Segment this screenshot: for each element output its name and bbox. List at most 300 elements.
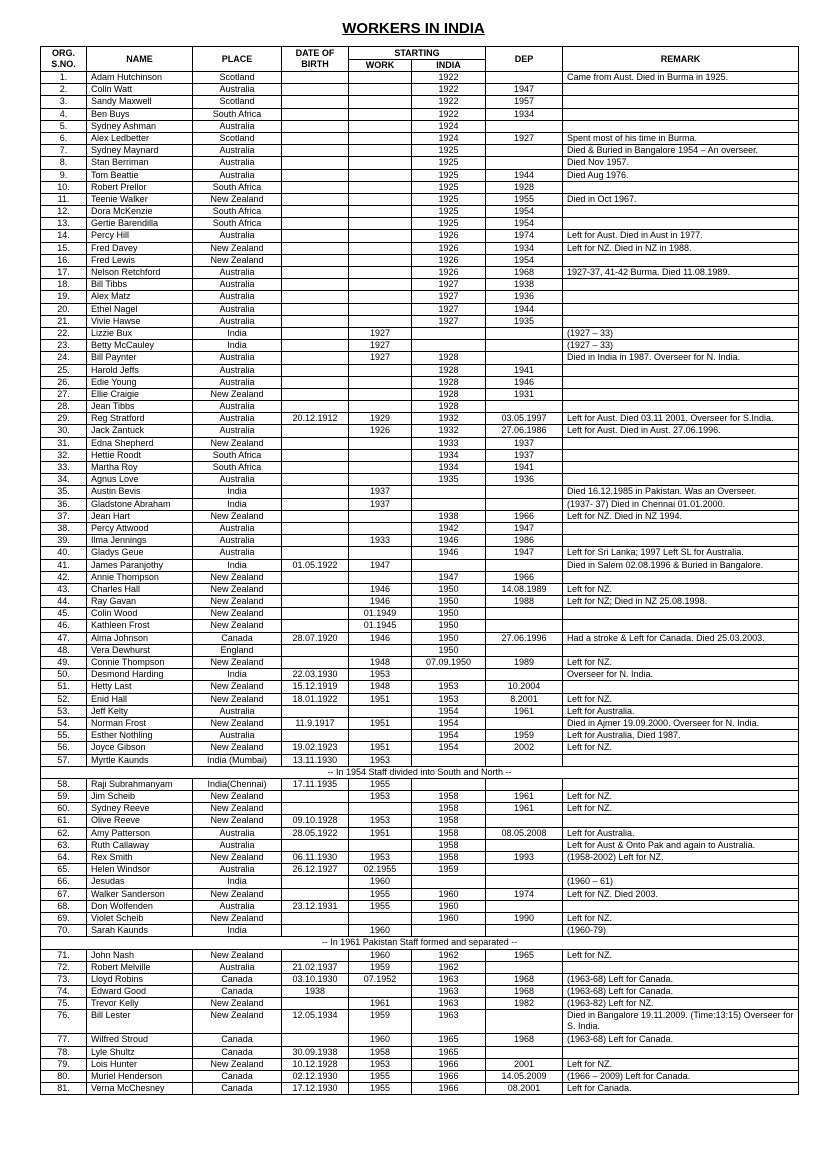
- cell-remark: [563, 84, 799, 96]
- cell-remark: Died 16.12.1985 in Pakistan. Was an Overseer.: [563, 486, 799, 498]
- cell-name: Ilma Jennings: [87, 535, 193, 547]
- cell-sno: 57.: [41, 754, 87, 766]
- cell-dob: 11.9.1917: [282, 717, 349, 729]
- cell-india: 1935: [412, 474, 486, 486]
- cell-dob: [282, 340, 349, 352]
- cell-sno: 4.: [41, 108, 87, 120]
- table-row: [41, 657, 799, 669]
- cell-dob: [282, 791, 349, 803]
- cell-india: 1950: [412, 632, 486, 644]
- cell-name: Hetty Last: [87, 681, 193, 693]
- table-row: [41, 852, 799, 864]
- cell-work: 01.1949: [349, 608, 412, 620]
- cell-dob: [282, 96, 349, 108]
- cell-dob: 15.12.1919: [282, 681, 349, 693]
- cell-work: [349, 462, 412, 474]
- cell-dob: [282, 291, 349, 303]
- cell-dep: 10.2004: [486, 681, 563, 693]
- table-row: [41, 254, 799, 266]
- cell-dep: 1947: [486, 84, 563, 96]
- cell-dep: [486, 340, 563, 352]
- cell-work: 1947: [349, 559, 412, 571]
- cell-remark: Left for NZ.: [563, 742, 799, 754]
- table-row: [41, 998, 799, 1010]
- cell-place: New Zealand: [193, 437, 282, 449]
- table-row: [41, 132, 799, 144]
- table-row: [41, 1083, 799, 1095]
- cell-india: 1946: [412, 535, 486, 547]
- cell-place: Australia: [193, 413, 282, 425]
- cell-sno: 13.: [41, 218, 87, 230]
- cell-name: Rex Smith: [87, 852, 193, 864]
- cell-work: [349, 522, 412, 534]
- cell-india: 1928: [412, 364, 486, 376]
- cell-dep: [486, 145, 563, 157]
- cell-dob: [282, 315, 349, 327]
- cell-dep: 1944: [486, 303, 563, 315]
- cell-name: Dora McKenzie: [87, 206, 193, 218]
- cell-india: 1927: [412, 291, 486, 303]
- cell-sno: 52.: [41, 693, 87, 705]
- cell-place: Australia: [193, 535, 282, 547]
- cell-dob: 30.09.1938: [282, 1046, 349, 1058]
- cell-india: 1958: [412, 839, 486, 851]
- cell-india: 1962: [412, 961, 486, 973]
- cell-sno: 61.: [41, 815, 87, 827]
- cell-place: India: [193, 876, 282, 888]
- cell-remark: Left for Australia, Died 1987.: [563, 730, 799, 742]
- cell-work: [349, 108, 412, 120]
- cell-name: Robert Prellor: [87, 181, 193, 193]
- cell-india: 1963: [412, 1010, 486, 1034]
- cell-work: 1927: [349, 352, 412, 364]
- cell-dep: [486, 925, 563, 937]
- cell-name: Don Wolfenden: [87, 900, 193, 912]
- cell-work: [349, 145, 412, 157]
- cell-dep: 1961: [486, 803, 563, 815]
- cell-dep: 1931: [486, 388, 563, 400]
- cell-dep: 1954: [486, 218, 563, 230]
- cell-remark: Left for NZ.: [563, 693, 799, 705]
- cell-name: John Nash: [87, 949, 193, 961]
- table-row: [41, 986, 799, 998]
- document-title: WORKERS IN INDIA: [342, 20, 485, 37]
- cell-work: 1951: [349, 742, 412, 754]
- cell-place: New Zealand: [193, 791, 282, 803]
- cell-india: 07.09.1950: [412, 657, 486, 669]
- cell-dob: [282, 108, 349, 120]
- table-row: [41, 486, 799, 498]
- cell-name: Martha Roy: [87, 462, 193, 474]
- cell-dep: 08.05.2008: [486, 827, 563, 839]
- cell-dob: [282, 474, 349, 486]
- cell-dob: [282, 949, 349, 961]
- cell-sno: 53.: [41, 705, 87, 717]
- cell-name: Bill Lester: [87, 1010, 193, 1034]
- cell-name: Raji Subrahmanyam: [87, 778, 193, 790]
- cell-dep: [486, 120, 563, 132]
- cell-remark: Left for NZ.: [563, 912, 799, 924]
- cell-work: [349, 291, 412, 303]
- cell-dob: 20.12.1912: [282, 413, 349, 425]
- cell-india: [412, 778, 486, 790]
- cell-place: Scotland: [193, 96, 282, 108]
- cell-dob: [282, 608, 349, 620]
- cell-dep: [486, 352, 563, 364]
- cell-work: 1953: [349, 852, 412, 864]
- cell-name: Adam Hutchinson: [87, 72, 193, 84]
- cell-place: Australia: [193, 364, 282, 376]
- cell-dob: [282, 242, 349, 254]
- cell-dep: [486, 864, 563, 876]
- cell-work: 1961: [349, 998, 412, 1010]
- cell-india: 1966: [412, 1058, 486, 1070]
- cell-remark: Left for NZ.: [563, 583, 799, 595]
- cell-place: South Africa: [193, 462, 282, 474]
- cell-dob: [282, 120, 349, 132]
- cell-work: 1948: [349, 681, 412, 693]
- cell-sno: 2.: [41, 84, 87, 96]
- cell-work: [349, 169, 412, 181]
- cell-dep: 1968: [486, 973, 563, 985]
- cell-remark: [563, 864, 799, 876]
- cell-dob: [282, 839, 349, 851]
- cell-dob: [282, 303, 349, 315]
- cell-dob: [282, 84, 349, 96]
- table-row: [41, 925, 799, 937]
- cell-remark: [563, 364, 799, 376]
- cell-india: [412, 327, 486, 339]
- cell-india: 1950: [412, 620, 486, 632]
- cell-india: 1927: [412, 315, 486, 327]
- cell-dob: [282, 547, 349, 559]
- cell-work: [349, 206, 412, 218]
- cell-dep: 1968: [486, 986, 563, 998]
- cell-dob: [282, 437, 349, 449]
- cell-name: Norman Frost: [87, 717, 193, 729]
- cell-sno: 81.: [41, 1083, 87, 1095]
- table-row: [41, 242, 799, 254]
- cell-dep: 1934: [486, 108, 563, 120]
- cell-dob: [282, 998, 349, 1010]
- cell-india: [412, 340, 486, 352]
- cell-name: Robert Melville: [87, 961, 193, 973]
- cell-sno: 59.: [41, 791, 87, 803]
- cell-remark: Left for NZ.: [563, 791, 799, 803]
- cell-dep: [486, 72, 563, 84]
- cell-name: Alex Matz: [87, 291, 193, 303]
- cell-dob: 1938: [282, 986, 349, 998]
- cell-remark: Left for NZ.: [563, 657, 799, 669]
- table-row: [41, 535, 799, 547]
- cell-work: 1927: [349, 340, 412, 352]
- table-row: [41, 571, 799, 583]
- cell-name: Colin Watt: [87, 84, 193, 96]
- cell-work: 1946: [349, 596, 412, 608]
- cell-india: 1965: [412, 1046, 486, 1058]
- cell-india: [412, 498, 486, 510]
- cell-india: 1933: [412, 437, 486, 449]
- cell-india: 1932: [412, 425, 486, 437]
- cell-sno: 47.: [41, 632, 87, 644]
- cell-india: 1938: [412, 510, 486, 522]
- cell-dob: [282, 157, 349, 169]
- cell-work: 1960: [349, 925, 412, 937]
- table-row: [41, 376, 799, 388]
- cell-remark: [563, 254, 799, 266]
- table-row: [41, 620, 799, 632]
- cell-remark: (1960 – 61): [563, 876, 799, 888]
- cell-dob: [282, 388, 349, 400]
- cell-remark: Left for NZ. Died in NZ 1994.: [563, 510, 799, 522]
- cell-work: 1946: [349, 583, 412, 595]
- cell-place: India: [193, 559, 282, 571]
- cell-sno: 12.: [41, 206, 87, 218]
- cell-place: New Zealand: [193, 998, 282, 1010]
- cell-remark: [563, 181, 799, 193]
- table-row: [41, 791, 799, 803]
- cell-india: 1932: [412, 413, 486, 425]
- cell-dep: 1946: [486, 376, 563, 388]
- cell-sno: 76.: [41, 1010, 87, 1034]
- cell-sno: 51.: [41, 681, 87, 693]
- cell-remark: [563, 681, 799, 693]
- cell-dep: [486, 327, 563, 339]
- cell-name: Ben Buys: [87, 108, 193, 120]
- table-row: [41, 206, 799, 218]
- cell-name: Annie Thompson: [87, 571, 193, 583]
- cell-name: Muriel Henderson: [87, 1071, 193, 1083]
- cell-remark: Died in Oct 1967.: [563, 193, 799, 205]
- cell-work: [349, 730, 412, 742]
- table-row: [41, 364, 799, 376]
- cell-dep: [486, 876, 563, 888]
- cell-work: 1953: [349, 815, 412, 827]
- cell-dep: 1947: [486, 522, 563, 534]
- cell-place: Australia: [193, 267, 282, 279]
- cell-name: Walker Sanderson: [87, 888, 193, 900]
- cell-place: India(Chennai): [193, 778, 282, 790]
- cell-remark: [563, 449, 799, 461]
- cell-dob: [282, 912, 349, 924]
- cell-india: 1954: [412, 742, 486, 754]
- cell-remark: [563, 96, 799, 108]
- cell-dep: 1993: [486, 852, 563, 864]
- cell-place: Canada: [193, 973, 282, 985]
- cell-sno: 35.: [41, 486, 87, 498]
- cell-name: Amy Patterson: [87, 827, 193, 839]
- cell-dep: 1937: [486, 437, 563, 449]
- cell-dep: [486, 1046, 563, 1058]
- cell-dep: [486, 754, 563, 766]
- cell-place: Australia: [193, 376, 282, 388]
- cell-dob: 03.10.1930: [282, 973, 349, 985]
- cell-india: 1959: [412, 864, 486, 876]
- cell-dob: 22.03.1930: [282, 669, 349, 681]
- table-row: [41, 96, 799, 108]
- cell-dob: [282, 888, 349, 900]
- table-row: [41, 681, 799, 693]
- cell-place: India (Mumbai): [193, 754, 282, 766]
- cell-dob: 18.01.1922: [282, 693, 349, 705]
- table-row: [41, 157, 799, 169]
- cell-dep: 1934: [486, 242, 563, 254]
- header-starting: STARTING: [349, 47, 486, 60]
- cell-place: England: [193, 644, 282, 656]
- cell-dob: [282, 657, 349, 669]
- cell-india: 1942: [412, 522, 486, 534]
- cell-dob: [282, 181, 349, 193]
- cell-dob: [282, 571, 349, 583]
- cell-place: Australia: [193, 157, 282, 169]
- cell-india: 1926: [412, 254, 486, 266]
- cell-place: South Africa: [193, 181, 282, 193]
- cell-name: Myrtle Kaunds: [87, 754, 193, 766]
- table-row: [41, 218, 799, 230]
- cell-india: 1950: [412, 583, 486, 595]
- cell-sno: 32.: [41, 449, 87, 461]
- cell-remark: [563, 315, 799, 327]
- table-row: [41, 900, 799, 912]
- cell-sno: 41.: [41, 559, 87, 571]
- cell-dep: 1965: [486, 949, 563, 961]
- table-row: [41, 742, 799, 754]
- cell-india: 1963: [412, 998, 486, 1010]
- cell-india: 1963: [412, 986, 486, 998]
- cell-remark: (1966 – 2009) Left for Canada.: [563, 1071, 799, 1083]
- cell-place: Australia: [193, 230, 282, 242]
- cell-place: South Africa: [193, 218, 282, 230]
- cell-place: New Zealand: [193, 852, 282, 864]
- cell-sno: 58.: [41, 778, 87, 790]
- table-row: [41, 108, 799, 120]
- cell-work: 1937: [349, 498, 412, 510]
- cell-india: 1925: [412, 218, 486, 230]
- cell-dob: 12.05.1934: [282, 1010, 349, 1034]
- table-row: [41, 693, 799, 705]
- cell-place: Australia: [193, 303, 282, 315]
- cell-name: Trevor Kelly: [87, 998, 193, 1010]
- cell-dob: [282, 193, 349, 205]
- cell-place: New Zealand: [193, 693, 282, 705]
- cell-name: Esther Nothling: [87, 730, 193, 742]
- cell-dep: [486, 644, 563, 656]
- cell-remark: Left for NZ. Died 2003.: [563, 888, 799, 900]
- cell-work: 1959: [349, 1010, 412, 1034]
- cell-dep: 8.2001: [486, 693, 563, 705]
- cell-remark: Spent most of his time in Burma.: [563, 132, 799, 144]
- cell-india: 1925: [412, 193, 486, 205]
- cell-place: New Zealand: [193, 803, 282, 815]
- cell-dob: 28.05.1922: [282, 827, 349, 839]
- cell-dep: [486, 620, 563, 632]
- cell-dep: 27.06.1986: [486, 425, 563, 437]
- cell-india: 1925: [412, 206, 486, 218]
- cell-india: 1926: [412, 267, 486, 279]
- cell-dep: 1941: [486, 462, 563, 474]
- cell-place: New Zealand: [193, 596, 282, 608]
- cell-sno: 64.: [41, 852, 87, 864]
- cell-dob: [282, 1034, 349, 1046]
- cell-india: 1954: [412, 717, 486, 729]
- cell-dob: [282, 510, 349, 522]
- cell-name: Fred Davey: [87, 242, 193, 254]
- cell-remark: [563, 462, 799, 474]
- section-note: -- In 1961 Pakistan Staff formed and separated --: [41, 937, 799, 949]
- cell-place: Canada: [193, 986, 282, 998]
- cell-sno: 23.: [41, 340, 87, 352]
- cell-dep: [486, 900, 563, 912]
- cell-work: 1955: [349, 1083, 412, 1095]
- cell-dob: 21.02.1937: [282, 961, 349, 973]
- cell-india: [412, 876, 486, 888]
- cell-dep: 1982: [486, 998, 563, 1010]
- cell-sno: 16.: [41, 254, 87, 266]
- cell-dep: [486, 401, 563, 413]
- cell-sno: 80.: [41, 1071, 87, 1083]
- cell-place: Australia: [193, 827, 282, 839]
- cell-work: 1958: [349, 1046, 412, 1058]
- cell-work: [349, 571, 412, 583]
- cell-dob: [282, 705, 349, 717]
- cell-dob: [282, 352, 349, 364]
- cell-work: [349, 449, 412, 461]
- header-india: INDIA: [412, 60, 486, 72]
- cell-remark: [563, 815, 799, 827]
- cell-sno: 68.: [41, 900, 87, 912]
- section-note: -- In 1954 Staff divided into South and North --: [41, 766, 799, 778]
- cell-place: New Zealand: [193, 242, 282, 254]
- cell-remark: [563, 522, 799, 534]
- cell-place: Australia: [193, 474, 282, 486]
- cell-dob: [282, 462, 349, 474]
- cell-sno: 14.: [41, 230, 87, 242]
- cell-work: [349, 267, 412, 279]
- cell-remark: [563, 644, 799, 656]
- cell-dep: 1955: [486, 193, 563, 205]
- cell-dob: [282, 218, 349, 230]
- cell-sno: 79.: [41, 1058, 87, 1070]
- cell-sno: 34.: [41, 474, 87, 486]
- table-body: [41, 72, 799, 1095]
- cell-dep: [486, 1010, 563, 1034]
- cell-dep: 1954: [486, 254, 563, 266]
- cell-dep: 1974: [486, 888, 563, 900]
- cell-name: Ellie Craigie: [87, 388, 193, 400]
- cell-india: 1934: [412, 462, 486, 474]
- table-row: [41, 839, 799, 851]
- table-row: [41, 449, 799, 461]
- cell-name: Stan Berriman: [87, 157, 193, 169]
- cell-place: Australia: [193, 522, 282, 534]
- cell-place: Scotland: [193, 72, 282, 84]
- cell-work: 1951: [349, 827, 412, 839]
- cell-name: Olive Reeve: [87, 815, 193, 827]
- table-row: [41, 267, 799, 279]
- cell-work: 1960: [349, 876, 412, 888]
- cell-remark: [563, 206, 799, 218]
- table-row: [41, 498, 799, 510]
- cell-name: Helen Windsor: [87, 864, 193, 876]
- table-row: [41, 1034, 799, 1046]
- cell-india: 1926: [412, 230, 486, 242]
- cell-remark: [563, 778, 799, 790]
- cell-place: Australia: [193, 315, 282, 327]
- cell-place: Australia: [193, 401, 282, 413]
- table-row: [41, 303, 799, 315]
- cell-remark: Left for NZ.: [563, 1058, 799, 1070]
- cell-work: [349, 72, 412, 84]
